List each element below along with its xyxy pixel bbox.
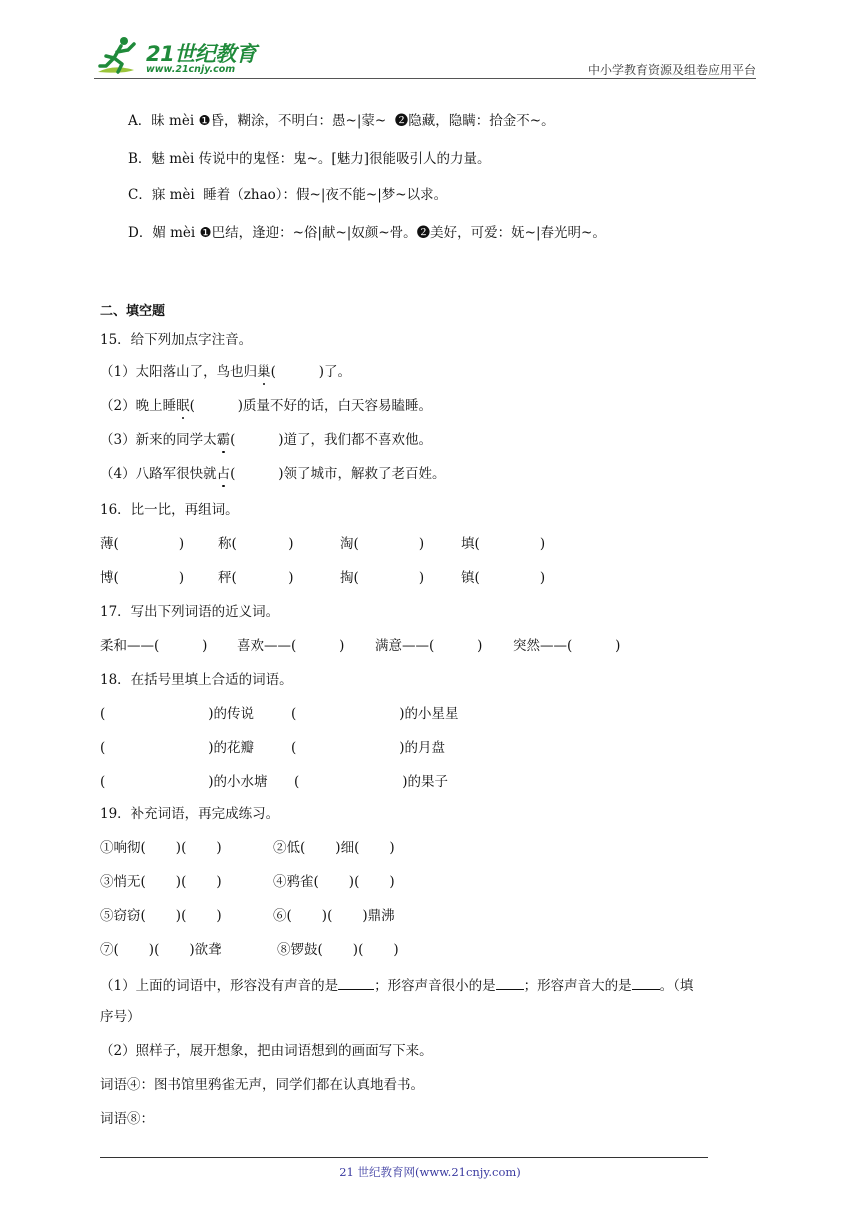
q19-cell: ⑤窃窃( )( ) (100, 908, 222, 924)
option-b: B．魅 mèi 传说中的鬼怪：鬼~。[魅力]很能吸引人的力量。 (128, 151, 491, 167)
q16-cell: 称( ) (218, 536, 294, 552)
answer-blank[interactable] (496, 975, 524, 990)
logo (94, 34, 264, 80)
q18-title: 18．在括号里填上合适的词语。 (100, 672, 293, 688)
q18-cell: ( )的小星星 (291, 706, 459, 722)
q19-sub2: （2）照样子，展开想象，把由词语想到的画面写下来。 (100, 1043, 433, 1059)
q17-item: 满意——( ) (375, 638, 483, 654)
q19-cell: ⑥( )( )鼎沸 (273, 908, 395, 924)
q16-cell: 掏( ) (340, 570, 425, 586)
q19-answer-label: 词语⑧： (100, 1111, 154, 1127)
option-a: A．昧 mèi ❶昏，糊涂，不明白：愚~|蒙~ ❷隐藏，隐瞒：拾金不~。 (128, 113, 555, 129)
footer-divider (100, 1157, 708, 1158)
q19-cell: ②低( )细( ) (273, 840, 395, 856)
logo-text: 21世纪教育 (146, 42, 257, 66)
footer-text: 21 世纪教育网(www.21cnjy.com) (339, 1165, 521, 1179)
dotted-char: 眠 (176, 398, 190, 414)
q18-cell: ( )的月盘 (291, 740, 446, 756)
q17-item: 突然——( ) (513, 638, 621, 654)
q16-cell: 博( ) (100, 570, 185, 586)
q17-item: 喜欢——( ) (237, 638, 345, 654)
q19-example: 词语④：图书馆里鸦雀无声，同学们都在认真地看书。 (100, 1077, 424, 1093)
dotted-char: 巢 (257, 364, 271, 380)
q19-cell: ⑧锣鼓( )( ) (277, 942, 399, 958)
q16-cell: 薄( ) (100, 536, 185, 552)
option-d: D．媚 mèi ❶巴结，逢迎：~俗|献~|奴颜~骨。❷美好，可爱：妩~|春光明~。 (128, 225, 606, 241)
q19-cell: ③悄无( )( ) (100, 874, 222, 890)
q18-cell: ( )的小水塘 (100, 774, 268, 790)
q16-cell: 淘( ) (340, 536, 425, 552)
q19-cell: ①响彻( )( ) (100, 840, 222, 856)
option-c: C．寐 mèi 睡着（zhao）：假~|夜不能~|梦~以求。 (128, 187, 448, 203)
header-platform-text: 中小学教育资源及组卷应用平台 (587, 63, 756, 77)
dotted-char: 占 (216, 466, 231, 482)
answer-blank[interactable] (338, 975, 374, 990)
runner-icon (94, 34, 146, 80)
q15-title: 15．给下列加点字注音。 (100, 332, 253, 348)
answer-blank[interactable] (632, 975, 660, 990)
q15-item-1: （1）太阳落山了，鸟也归巢( )了。 (100, 364, 352, 380)
q18-cell: ( )的果子 (294, 774, 449, 790)
q18-cell: ( )的传说 (100, 706, 255, 722)
q16-cell: 镇( ) (461, 570, 546, 586)
q18-cell: ( )的花瓣 (100, 740, 255, 756)
q15-item-4: （4）八路军很快就占( )领了城市，解救了老百姓。 (100, 466, 446, 482)
q19-title: 19．补充词语，再完成练习。 (100, 806, 280, 822)
header-divider (94, 78, 756, 79)
q19-sub1: （1）上面的词语中，形容没有声音的是 ；形容声音很小的是 ；形容声音大的是 。（填 (100, 975, 693, 995)
q17-item: 柔和——( ) (100, 638, 208, 654)
q17-title: 17．写出下列词语的近义词。 (100, 604, 280, 620)
q19-cell: ⑦( )( )欲聋 (100, 942, 222, 958)
q16-cell: 填( ) (461, 536, 546, 552)
q19-cell: ④鸦雀( )( ) (273, 874, 395, 890)
q15-item-3: （3）新来的同学太霸( )道了，我们都不喜欢他。 (100, 432, 433, 448)
section-title: 二、填空题 (100, 304, 166, 319)
page-header (0, 0, 860, 90)
q19-sub1-cont: 序号） (100, 1009, 141, 1025)
logo-url: www.21cnjy.com (146, 64, 236, 75)
q16-cell: 秤( ) (218, 570, 294, 586)
q16-title: 16．比一比，再组词。 (100, 502, 239, 518)
dotted-char: 霸 (216, 432, 231, 448)
q15-item-2: （2）晚上睡眠( )质量不好的话，白天容易瞌睡。 (100, 398, 433, 414)
